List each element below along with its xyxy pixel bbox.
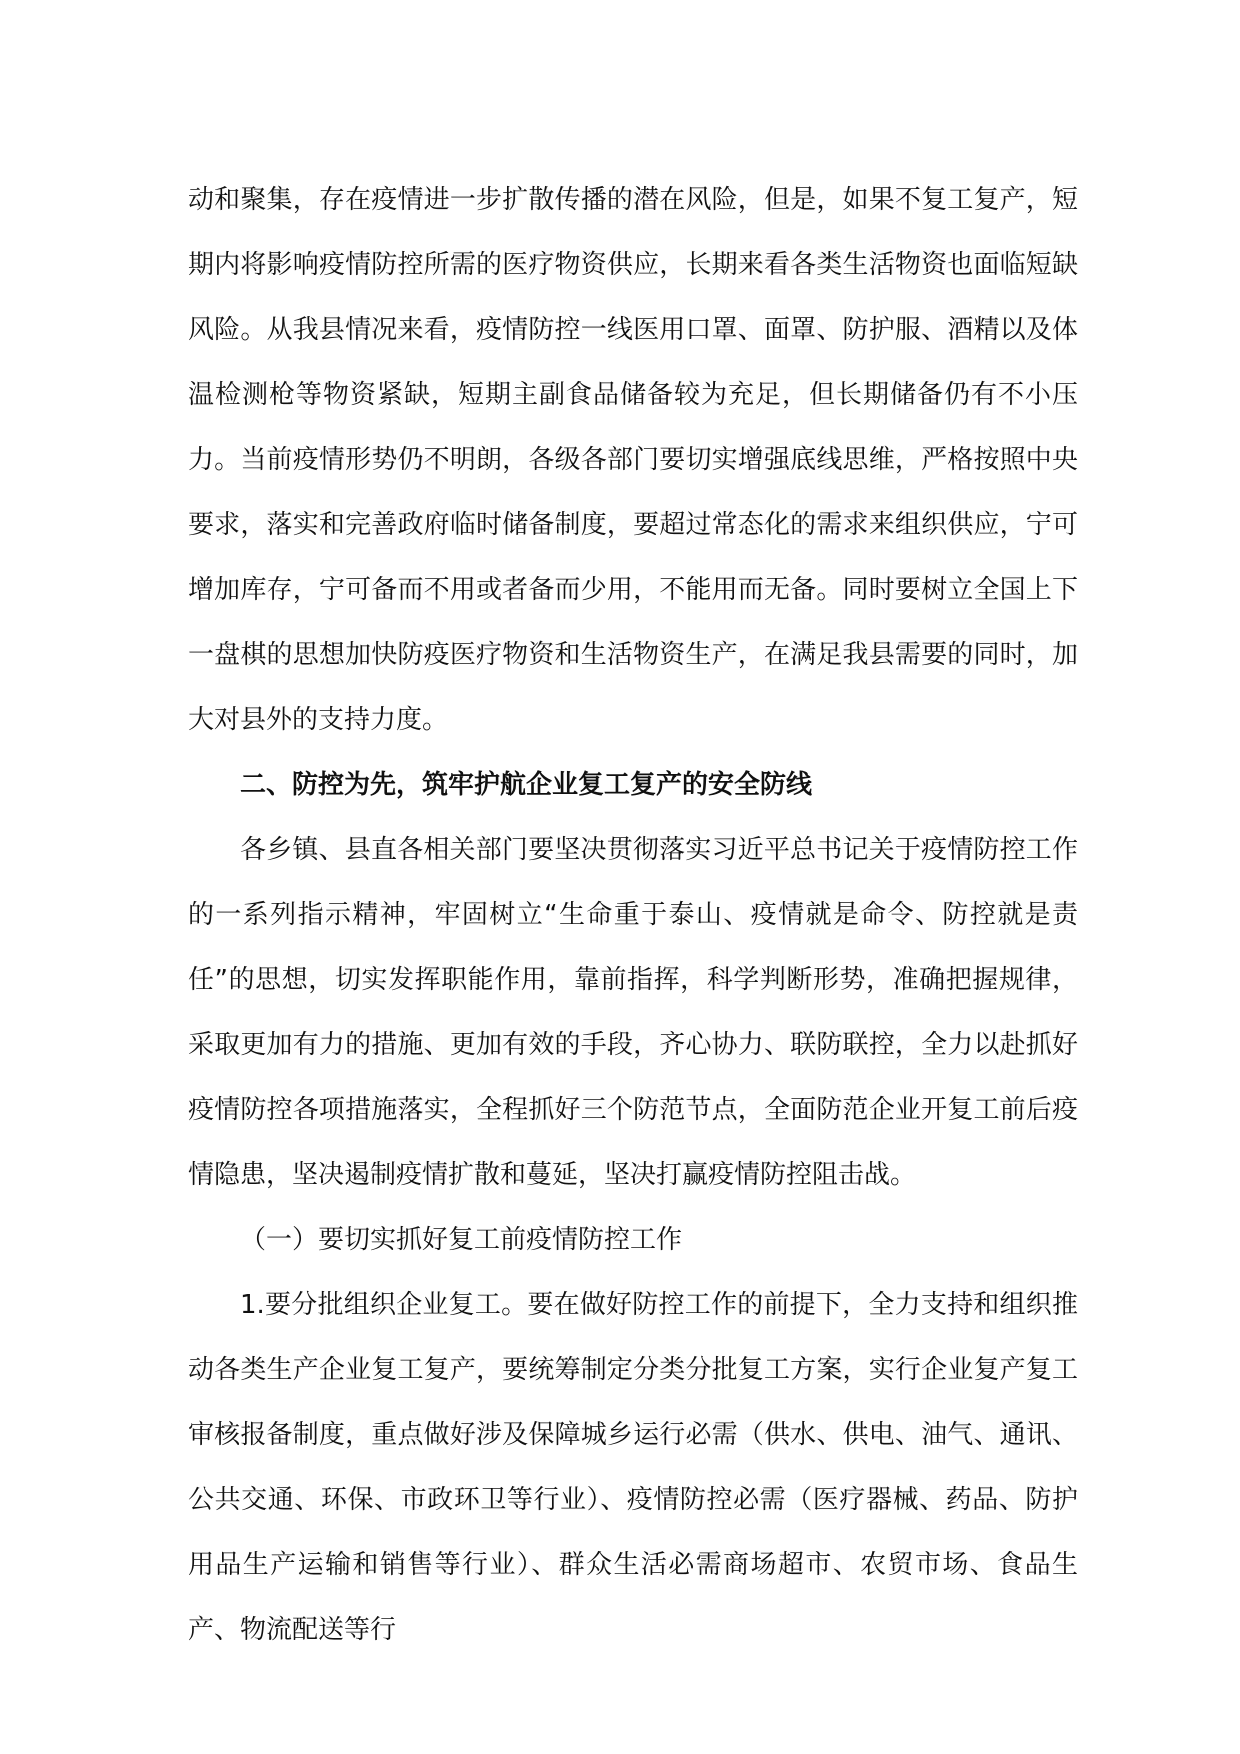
body-paragraph-3: 1.要分批组织企业复工。要在做好防控工作的前提下，全力支持和组织推动各类生产企业复工复产，要统筹制定分类分批复工方案，实行企业复产复工审核报备制度，重点做好涉及保障城乡运行必需（供水、供电、油气、通讯、公共交通、环保、市政环卫等行业）、疫情防控必需（医疗器械、药品、防护用品生产运输和销售等行业）、群众生活必需商场超市、农贸市场、食品生产、物流配送等行 <box>188 1290 1078 1645</box>
body-paragraph-1: 动和聚集，存在疫情进一步扩散传播的潜在风险，但是，如果不复工复产，短期内将影响疫情防控所需的医疗物资供应，长期来看各类生活物资也面临短缺风险。从我县情况来看，疫情防控一线医用口罩、面罩、防护服、酒精以及体温检测枪等物资紧缺，短期主副食品储备较为充足，但长期储备仍有不小压力。当前疫情形势仍不明朗，各级各部门要切实增强底线思维，严格按照中央要求，落实和完善政府临时储备制度，要超过常态化的需求来组织供应，宁可增加库存，宁可备而不用或者备而少用，不能用而无备。同时要树立全国上下一盘棋的思想加快防疫医疗物资和生活物资生产，在满足我县需要的同时，加大对县外的支持力度。 <box>188 185 1078 735</box>
body-paragraph-2: 各乡镇、县直各相关部门要坚决贯彻落实习近平总书记关于疫情防控工作的一系列指示精神，牢固树立“生命重于泰山、疫情就是命令、防控就是责任”的思想，切实发挥职能作用，靠前指挥，科学判断形势，准确把握规律，采取更加有力的措施、更加有效的手段，齐心协力、联防联控，全力以赴抓好疫情防控各项措施落实，全程抓好三个防范节点，全面防范企业开复工前后疫情隐患，坚决遏制疫情扩散和蔓延，坚决打赢疫情防控阻击战。 <box>188 835 1078 1190</box>
document-body <box>188 168 1078 1663</box>
section-heading-2: 二、防控为先，筑牢护航企业复工复产的安全防线 <box>240 770 813 800</box>
subsection-heading-1: （一）要切实抓好复工前疫情防控工作 <box>240 1225 683 1255</box>
